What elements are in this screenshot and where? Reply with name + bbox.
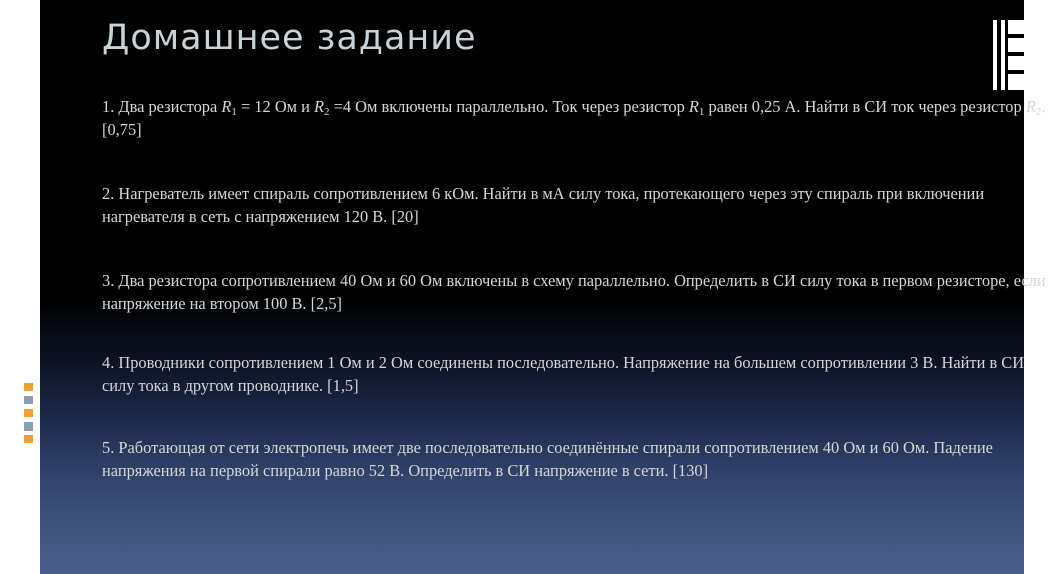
resistor-r1-symbol: R — [221, 97, 232, 116]
resistor-r2-symbol: R — [1025, 97, 1036, 116]
corner-bar-6 — [1008, 74, 1024, 90]
side-square-2 — [24, 396, 33, 404]
problem-1-text-e: . [0,75] — [102, 97, 1046, 139]
resistor-r2-symbol: R — [314, 97, 325, 116]
problem-4: 4. Проводники сопротивлением 1 Ом и 2 Ом соединены последовательно. Напряжение на большем сопротивлении 3 В. Найти в СИ силу тока в другом проводнике. [1,5] — [102, 353, 1025, 395]
problem-5: 5. Работающая от сети электропечь имеет две последовательно соединённые спирали сопротивлением 40 Ом и 60 Ом. Падение напряжения на первой спирали равно 52 В. Определить в СИ напряжение в сети. [130] — [102, 438, 993, 480]
corner-bar-2 — [1001, 20, 1005, 90]
slide-title: Домашнее задание — [102, 18, 477, 58]
corner-bars-decoration — [993, 20, 1024, 90]
slide-background — [40, 0, 1046, 574]
corner-bar-1 — [993, 20, 997, 90]
side-squares-decoration — [24, 383, 34, 443]
corner-bar-4 — [1008, 38, 1024, 52]
corner-bar-3 — [1008, 20, 1024, 34]
problem-1 — [102, 95, 1052, 141]
problem-3: 3. Два резистора сопротивлением 40 Ом и 60 Ом включены в схему параллельно. Определить в СИ силу тока в первом резисторе, если напряжение на втором 100 В. [2,5] — [102, 271, 1046, 313]
resistor-r1-subscript: 1 — [698, 106, 705, 118]
resistor-r2-subscript: 2 — [1035, 106, 1042, 118]
problem-1-text-b: = 12 Ом и — [236, 97, 314, 116]
corner-bar-5 — [1008, 56, 1024, 70]
resistor-r2-subscript: 2 — [324, 106, 330, 118]
side-square-1 — [24, 383, 33, 391]
side-square-3 — [24, 409, 33, 417]
side-square-4 — [24, 422, 33, 431]
resistor-r1-symbol: R — [688, 97, 699, 116]
problem-1-text-d: равен 0,25 А. Найти в СИ ток через резистор — [704, 97, 1026, 116]
problem-1-text-c: =4 Ом включены параллельно. Ток через резистор — [329, 97, 689, 116]
side-square-5 — [24, 435, 33, 443]
problem-2: 2. Нагреватель имеет спираль сопротивлением 6 кОм. Найти в мА силу тока, протекающего через эту спираль при включении нагревателя в сеть с напряжением 120 В. [20] — [102, 184, 985, 226]
problem-1-text-a: 1. Два резистора — [102, 97, 222, 116]
resistor-r1-subscript: 1 — [231, 106, 237, 118]
